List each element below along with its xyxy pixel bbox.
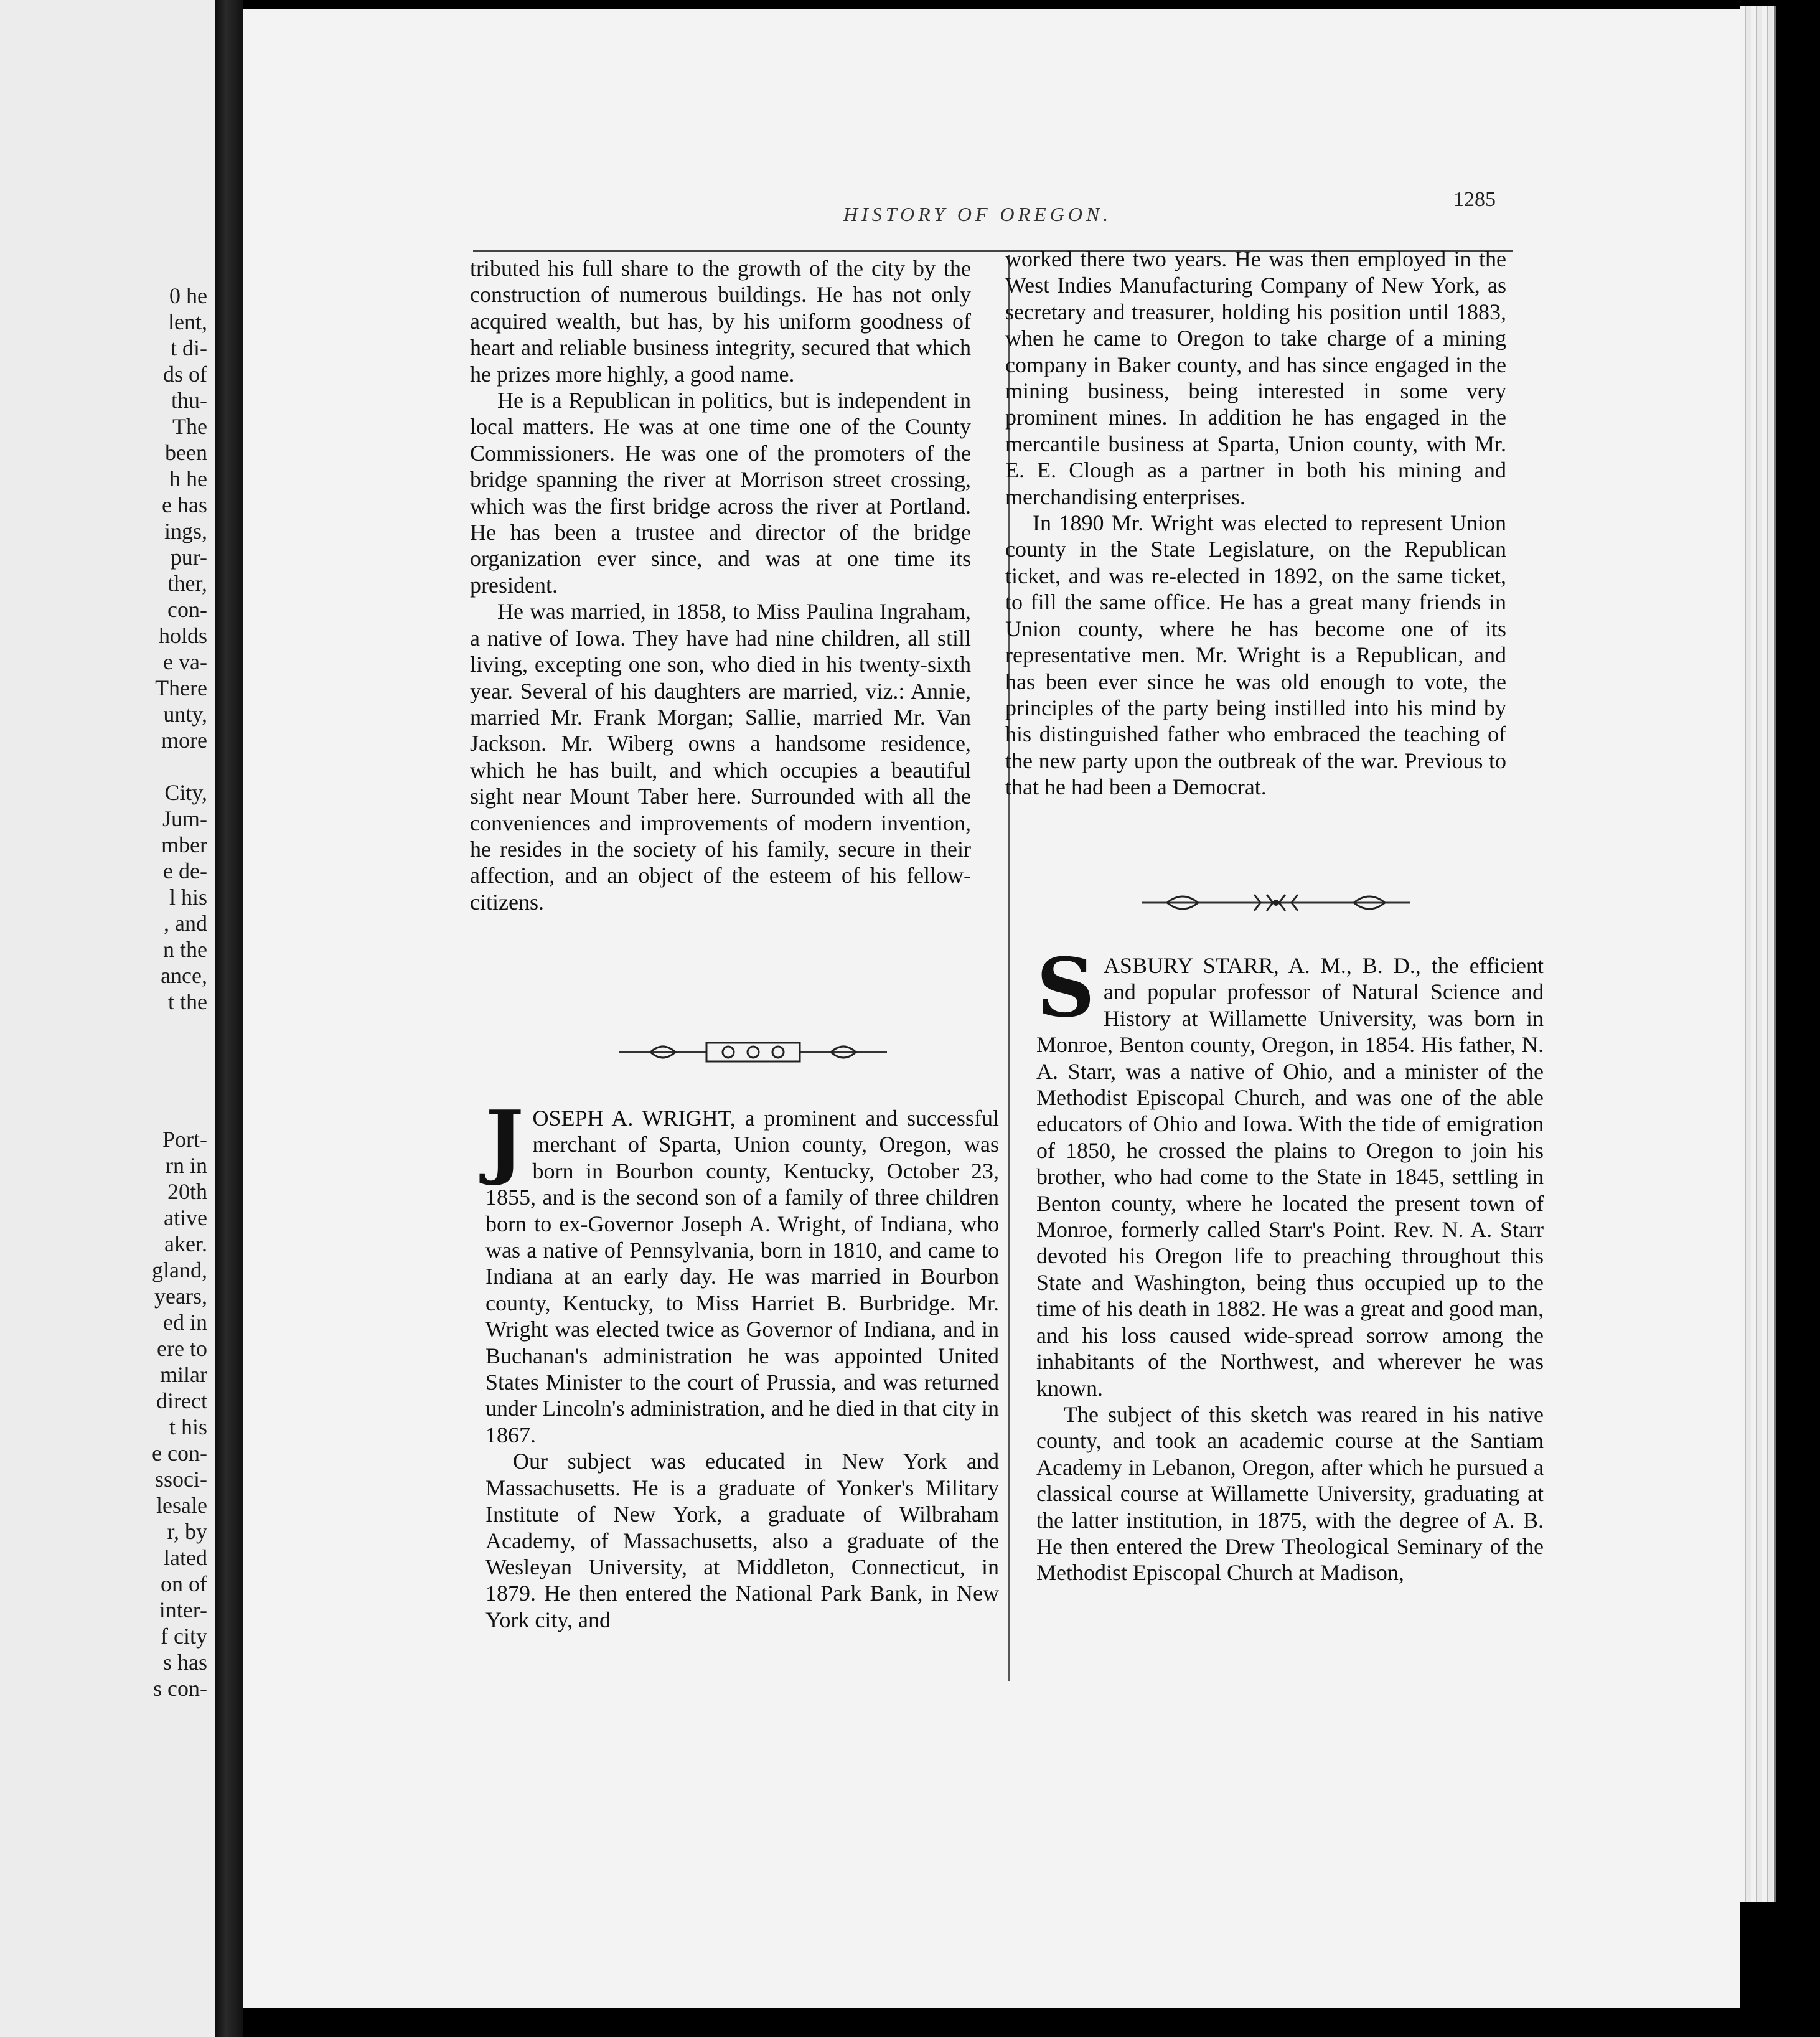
left-column-continued — [470, 255, 971, 915]
left-page-line-fragment: years, — [154, 1284, 207, 1309]
starr-biography — [1036, 940, 1544, 1586]
left-page-line-fragment: holds — [158, 623, 207, 648]
left-page-line-fragment: rn in — [166, 1153, 207, 1178]
left-page-line-fragment: lent, — [168, 309, 207, 334]
left-page-line-fragment: City, — [164, 780, 207, 805]
paragraph: He is a Republican in politics, but is independent in local matters. He was at one time one of the County Commissioners. He was one of the promoters of the bridge spanning the river at Morrison street crossing, which was the first bridge across the river at Portland. He has been a trustee and director of the bridge organization ever since, and was at one time its president. — [470, 388, 971, 598]
left-page-line-fragment: more — [161, 728, 207, 753]
left-page-line-fragment: direct — [156, 1388, 207, 1413]
left-page-line-fragment: been — [165, 440, 207, 465]
left-page-line-fragment: con- — [167, 597, 207, 622]
left-page-line-fragment: milar — [160, 1362, 207, 1387]
left-page-line-fragment: r, by — [167, 1519, 207, 1544]
left-page-line-fragment: e va- — [163, 649, 207, 674]
left-page-line-fragment: , and — [164, 911, 207, 936]
left-page-line-fragment: lated — [164, 1545, 207, 1570]
wright-biography — [485, 1093, 999, 1633]
left-page-line-fragment: ings, — [164, 519, 207, 543]
left-page-line-fragment: ed in — [163, 1310, 207, 1335]
left-page-line-fragment: 20th — [167, 1179, 207, 1204]
left-page-line-fragment: inter- — [159, 1597, 207, 1622]
paragraph: Our subject was educated in New York and Massachusetts. He is a graduate of Yonker's Military Institute of New York, a graduate of Wilbraham Academy, of Massachusetts, also a graduate of the Wesleyan University, at Middleton, Connecticut, in 1879. He then entered the National Park Bank, in New York city, and — [485, 1449, 999, 1632]
left-page-line-fragment: e con- — [152, 1441, 207, 1465]
paragraph: He was married, in 1858, to Miss Paulina Ingraham, a native of Iowa. They have had nine children, all still living, excepting one son, who died in his twenty-sixth year. Several of his daughters are married, viz.: Annie, married Mr. Frank Morgan; Sallie, married Mr. Van Jackson. Mr. Wiberg owns a handsome residence, which he has built, and which occupies a beautiful sight near Mount Taber here. Surrounded with all the conveniences and improvements of modern invention, he resides in the society of his family, secure in their affection, and an object of the esteem of his fellow-citizens. — [470, 599, 971, 915]
paragraph: The subject of this sketch was reared in his native county, and took an academic course at the Santiam Academy in Lebanon, Oregon, after which he pursued a classical course at Willamette University, graduating at the latter institution, in 1875, with the degree of A. B. He then entered the Drew Theological Seminary of the Methodist Episcopal Church at Madison, — [1036, 1401, 1544, 1586]
left-page-line-fragment: mber — [161, 832, 207, 857]
left-page-line-fragment: There — [155, 675, 207, 700]
left-page-line-fragment: aker. — [164, 1231, 207, 1256]
left-page-line-fragment: ance, — [161, 963, 207, 988]
left-page-line-fragment: t di- — [171, 336, 207, 360]
section-ornament — [1136, 887, 1416, 918]
drop-cap-initial: J — [485, 1093, 524, 1188]
left-page-line-fragment: s has — [163, 1650, 207, 1675]
left-page-line-fragment: e has — [162, 492, 207, 517]
left-page-line-fragment: ther, — [167, 571, 207, 596]
left-page-line-fragment: n the — [163, 937, 207, 962]
left-page-line-fragment: s con- — [153, 1676, 207, 1701]
paragraph: In 1890 Mr. Wright was elected to represent Union county in the State Legislature, on the Republican ticket, and was re-elected in 1892, on the same ticket, to fill the same office. He has a great many friends in Union county, where he has become one of its representative men. Mr. Wright is a Republican, and has been ever since he was old enough to vote, the principles of the party being instilled into his mind by his distinguished father who embraced the teaching of the new party upon the outbreak of the war. Previous to that he had been a Democrat. — [1005, 510, 1506, 800]
left-page-line-fragment: on of — [161, 1571, 207, 1596]
left-page-line-fragment: h he — [169, 466, 207, 491]
left-page-line-fragment: t his — [169, 1414, 207, 1439]
left-page-line-fragment: ssoci- — [155, 1467, 207, 1492]
book-gutter — [215, 0, 243, 2037]
right-column-continued — [1005, 246, 1506, 801]
left-page-line-fragment: ere to — [157, 1336, 207, 1361]
left-page-line-fragment: ative — [164, 1205, 207, 1230]
paragraph: OSEPH A. WRIGHT, a prominent and successful merchant of Sparta, Union county, Oregon, was born in Bourbon county, Kentucky, October 23, 1855, and is the second son of a family of three children born to ex-Governor Joseph A. Wright, of Indiana, who was a native of Pennsylvania, born in 1810, and came to Indiana at an early day. He was married in Bourbon county, Kentucky, to Miss Harriet B. Burbridge. Mr. Wright was elected twice as Governor of Indiana, and in Buchanan's administration he was appointed United States Minister to the court of Prussia, and was returned under Lincoln's administration, and he died in that city in 1867. — [485, 1106, 999, 1447]
left-page-line-fragment: gland, — [152, 1258, 207, 1282]
running-header-title: HISTORY OF OREGON. — [843, 203, 1112, 225]
left-page-line-fragment: The — [172, 414, 207, 439]
left-page-line-fragment: pur- — [170, 545, 207, 570]
left-page-fragment — [0, 0, 215, 2037]
left-page-line-fragment: ds of — [163, 362, 207, 387]
left-page-line-fragment: e de- — [163, 859, 207, 883]
paragraph: ASBURY STARR, A. M., B. D., the efficient and popular professor of Natural Science and History at Willamette University, was born in Monroe, Benton county, Oregon, in 1854. His father, N. A. Starr, was a native of Ohio, and a minister of the Methodist Episcopal Church, and was one of the able educators of Ohio and Iowa. With the tide of emigration of 1850, he crossed the plains to Oregon to join his brother, who had come to the State in 1845, settling in Benton county, where he located the present town of Monroe, formerly called Starr's Point. Rev. N. A. Starr devoted his Oregon life to preaching throughout this State and Washington, being thus occupied up to the time of his death in 1882. He was a great and good man, and his loss caused wide-spread sorrow among the inhabitants of the Northwest, and wherever he was known. — [1036, 953, 1544, 1401]
left-page-line-fragment: f city — [161, 1624, 207, 1649]
left-page-line-fragment: Jum- — [162, 806, 207, 831]
left-page-line-fragment: unty, — [163, 702, 207, 727]
page-number: 1285 — [1453, 188, 1496, 211]
paragraph: tributed his full share to the growth of the city by the construction of numerous buildings. He has not only acquired wealth, but has, by his uniform goodness of heart and reliable business integrity, secured that which he prizes more highly, a good name. — [470, 256, 971, 387]
left-page-line-fragment: t the — [168, 989, 207, 1014]
left-page-line-fragment: Port- — [162, 1127, 207, 1152]
page-edges — [1740, 6, 1776, 1902]
drop-cap-initial: S — [1036, 940, 1095, 1035]
left-page-line-fragment: lesale — [156, 1493, 207, 1518]
left-page-line-fragment: l his — [169, 885, 207, 910]
paragraph: worked there two years. He was then employed in the West Indies Manufacturing Company of New York, as secretary and treasurer, holding his position until 1883, when he came to Oregon to take charge of a mining company in Baker county, and has since engaged in the mining business, being interested in some very prominent mines. In addition he has engaged in the mercantile business at Sparta, Union county, with Mr. E. E. Clough as a partner in both his mining and merchandising enterprises. — [1005, 247, 1506, 509]
left-page-line-fragment: thu- — [171, 388, 207, 413]
section-ornament — [613, 1037, 893, 1068]
left-page-line-fragment: 0 he — [169, 283, 207, 308]
